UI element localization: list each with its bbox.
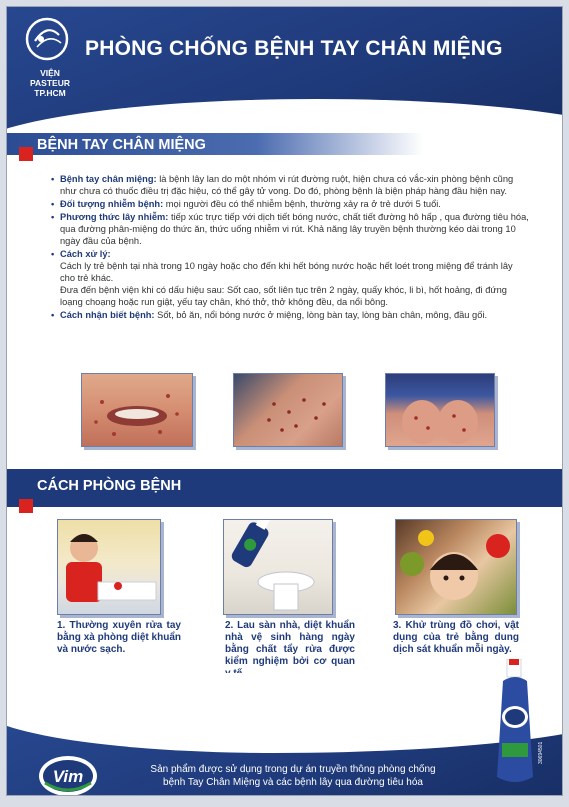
section-title-prevention: CÁCH PHÒNG BỆNH <box>37 478 182 494</box>
palms-spots-illustration <box>386 374 494 446</box>
bullet-symptoms <box>51 309 529 321</box>
bullet-transmission <box>51 211 529 247</box>
disease-info-list <box>51 173 529 322</box>
footer-white-curve <box>6 673 563 753</box>
mouth-symptom-photo <box>81 373 193 447</box>
bullet-handling <box>51 248 529 308</box>
bullet-text: là bệnh lây lan do một nhóm vi rút đường ruột, hiện chưa có vắc-xin phòng bệnh cũng như chưa có thuốc điều trị đặc hiệu, có thể gây tử vong. Do đó, phòng bệnh là biện pháp hàng đầu hiện nay. <box>60 174 514 196</box>
bullet-text: mọi người đều có thể nhiễm bệnh, thường xảy ra ở trẻ dưới 5 tuổi. <box>163 199 441 209</box>
child-with-toys-illustration <box>396 520 516 614</box>
toys-photo <box>395 519 517 615</box>
bullet-dot-icon: • <box>51 249 55 259</box>
bullet-label: Bệnh tay chân miệng: <box>60 174 157 184</box>
toilet-cleaner-illustration <box>224 520 332 614</box>
vim-logo-icon <box>37 753 99 796</box>
mouth-spots-illustration <box>82 374 192 446</box>
bullet-text: Sốt, bỏ ăn, nổi bóng nước ở miệng, lòng bàn tay, lòng bàn chân, mông, đầu gối. <box>154 310 488 320</box>
bullet-target-group <box>51 198 529 210</box>
prevention-caption-1: 1. Thường xuyên rửa tay bằng xà phòng diệt khuẩn và nước sạch. <box>57 620 181 655</box>
bullet-label: Đối tượng nhiễm bệnh: <box>60 199 164 209</box>
page-title: PHÒNG CHỐNG BỆNH TAY CHÂN MIỆNG <box>85 37 503 60</box>
handling-paragraph-2: Đưa đến bệnh viện khi có dấu hiệu sau: Sốt cao, sốt liên tục trên 2 ngày, quấy khóc, li bì, hốt hoảng, đi đứng loạng choạng hoặc run giật, yếu tay chân, khó thở, thở không đều, da nổi bông. <box>60 285 507 307</box>
footer-text <box>133 763 453 789</box>
section-title-disease: BỆNH TAY CHÂN MIỆNG <box>37 137 206 153</box>
handwashing-photo <box>57 519 161 615</box>
logo-line-1: VIỆN PASTEUR <box>30 68 70 88</box>
footer-banner <box>7 719 562 795</box>
pasteur-logo <box>19 17 81 98</box>
bullet-dot-icon: • <box>51 310 55 320</box>
bullet-dot-icon: • <box>51 199 55 209</box>
hand-symptom-photo <box>233 373 343 447</box>
bullet-dot-icon: • <box>51 174 55 184</box>
product-code: 30694501 <box>538 741 544 764</box>
bullet-label: Cách nhận biết bệnh: <box>60 310 155 320</box>
prevention-caption-2: 2. Lau sàn nhà, diệt khuẩn nhà vệ sinh hàng ngày bằng chất tẩy rửa được kiểm nghiệm bởi cơ quan <box>225 620 355 667</box>
section-header-disease <box>7 133 562 155</box>
vim-bottle-image <box>493 659 537 787</box>
pasteur-logo-text <box>19 68 81 98</box>
footer-text-line-1: Sản phẩm được sử dụng trong dự án truyền thông phòng chống <box>150 764 436 775</box>
red-square-marker <box>19 499 33 513</box>
child-handwashing-illustration <box>58 520 160 614</box>
pasteur-emblem-icon <box>25 17 69 61</box>
vim-brand-text: Vim <box>52 767 84 786</box>
prevention-caption-3: 3. Khử trùng đồ chơi, vật dụng của trẻ bằng dung dịch sát khuẩn mỗi ngày. <box>393 620 519 655</box>
handling-paragraph-1: Cách ly trẻ bệnh tại nhà trong 10 ngày hoặc cho đến khi hết bóng nước hoặc hết loét trong miệng để tránh lây cho trẻ khác. <box>60 261 513 283</box>
footer-text-line-2: bệnh Tay Chân Miệng và các bệnh lây qua đường tiêu hóa <box>163 777 423 788</box>
toilet-cleaning-photo <box>223 519 333 615</box>
poster <box>6 6 563 796</box>
bullet-dot-icon: • <box>51 212 55 222</box>
bullet-text: tiếp xúc trực tiếp với dịch tiết bóng nước, chất tiết đường hô hấp , qua đường tiêu hóa, qua đường phân-miệng do thức ăn, thức uống nhiễm vi rút. Khả năng lây truyền bệnh thường kéo dài trong 10 ngày đầu của bệnh. <box>60 212 529 246</box>
logo-line-2: TP.HCM <box>34 88 66 98</box>
bullet-label: Cách xử lý: <box>60 249 111 259</box>
red-square-marker <box>19 147 33 161</box>
bullet-label: Phương thức lây nhiễm: <box>60 212 169 222</box>
bullet-definition <box>51 173 529 197</box>
header-banner <box>7 7 562 129</box>
palms-symptom-photo <box>385 373 495 447</box>
hand-spots-illustration <box>234 374 342 446</box>
section-header-prevention <box>7 469 562 507</box>
